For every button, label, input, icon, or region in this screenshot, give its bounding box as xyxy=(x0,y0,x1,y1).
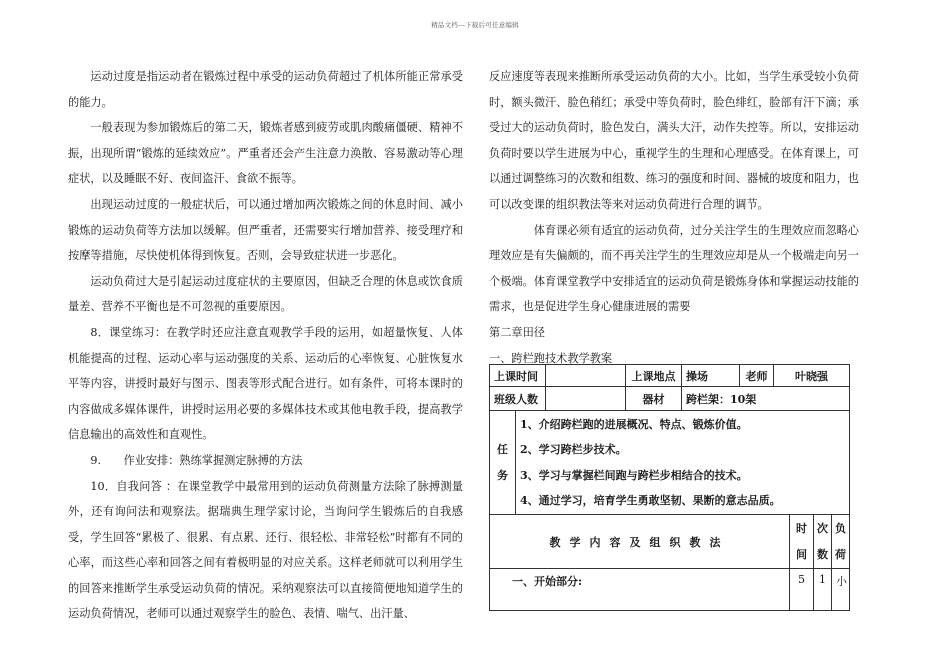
place-label: 上课地点 xyxy=(626,365,682,387)
count-column-header xyxy=(814,515,832,569)
teacher-value: 叶晓强 xyxy=(774,365,850,387)
section-title: 一、跨栏跑技术教学教案 xyxy=(489,351,613,365)
task-item: 1、介绍跨栏跑的进展概况、特点、锻炼价值。 xyxy=(520,417,748,431)
header-char: 负 xyxy=(835,521,846,535)
place-value: 操场 xyxy=(682,365,740,387)
task-label-char: 务 xyxy=(497,468,508,482)
paragraph: 体育课必须有适宜的运动负荷，过分关注学生的生理效应而忽略心理效应是有失偏颇的，而不再关注学生的生理效应却是从一个极端走向另一个极端。体育课堂教学中安排适宜的运动负荷是锻炼身体和掌握运动技能的需求，也是促进学生身心健康进展的需要 xyxy=(489,223,859,314)
task-item: 2、学习跨栏步技术。 xyxy=(520,443,627,456)
lesson-plan-table xyxy=(489,364,850,611)
paragraph: 一般表现为参加锻炼后的第二天，锻炼者感到疲劳或肌肉酸痛僵硬、精神不振，出现所谓“锻炼的延续效应”。严重者还会产生注意力涣散、容易激动等心理症状，以及睡眠不好、夜间盗汗、食欲不振等。 xyxy=(68,121,463,186)
paragraph: 8．课堂练习：在教学时还应注意直观教学手段的运用，如超量恢复、人体机能提高的过程、运动心率与运动强度的关系、运动后的心率恢复、心脏恢复水平等内容，讲授时最好与图示、图表等形式配合进行。如有条件，可将本课时的内容做成多媒体课件，讲授时运用必要的多媒体技术或其他电教手段，提高教学信息输出的高效性和直观性。 xyxy=(68,325,463,442)
task-item: 4、通过学习，培育学生勇敢坚韧、果断的意志品质。 xyxy=(520,494,781,507)
part1-load: 小 xyxy=(832,569,850,611)
header-char: 荷 xyxy=(835,547,846,561)
header-char: 次 xyxy=(817,521,828,535)
task-label xyxy=(490,411,516,515)
header-char: 时 xyxy=(796,521,807,535)
paragraph: 运动负荷过大是引起运动过度症状的主要原因，但缺乏合理的休息或饮食质量差、营养不平衡也是不可忽视的重要原因。 xyxy=(68,274,463,314)
header-char: 间 xyxy=(796,547,807,561)
task-list xyxy=(516,411,850,515)
part1-time: 5 xyxy=(790,569,814,611)
header-char: 数 xyxy=(817,547,828,561)
paragraph: 出现运动过度的一般症状后，可以通过增加两次锻炼之间的休息时间、减小锻炼的运动负荷等方法加以缓解。但严重者，还需要实行增加营养、接受理疗和按摩等措施，尽快使机体得到恢复。否则，会导致症状进一步恶化。 xyxy=(68,197,463,263)
task-label-char: 任 xyxy=(497,442,508,456)
time-label: 上课时间 xyxy=(490,365,546,387)
paragraph: 10．自我问答 ：在课堂教学中最常用到的运动负荷测量方法除了脉搏测量外，还有询问法和观察法。据瑞典生理学家讨论，当询问学生锻炼后的自我感受，学生回答“累极了、很累、有点累、还行、很轻松、非常轻松”时都有不同的心率，而这些心率和回答之间有着极明显的对应关系。这样老师就可以利用学生的回答来推断学生承受运动负荷的情况。采纳观察法可以直接简便地知道学生的运动负荷情况，老师可以通过观察学生的脸色、表情、喘气、出汗量、 xyxy=(68,479,463,621)
teacher-label: 老师 xyxy=(740,365,774,387)
chapter-title: 第二章田径 xyxy=(489,325,545,339)
time-value xyxy=(546,365,626,387)
task-item: 3、学习与掌握栏间跑与跨栏步相结合的技术。 xyxy=(520,468,748,482)
page-header: 精品文档---下载后可任意编辑 xyxy=(431,21,519,29)
equipment-value: 跨栏架：10架 xyxy=(682,387,850,411)
class-size-value xyxy=(546,387,626,411)
paragraph: 运动过度是指运动者在锻炼过程中承受的运动负荷超过了机体所能正常承受的能力。 xyxy=(68,70,463,109)
right-column xyxy=(489,64,859,371)
time-column-header xyxy=(790,515,814,569)
paragraph: 反应速度等表现来推断所承受运动负荷的大小。比如，当学生承受较小负荷时，额头微汗、脸色稍红；承受中等负荷时，脸色绯红，脸部有汗下滴；承受过大的运动负荷时，脸色发白，满头大汗，动作失控等。所以，安排运动负荷时要以学生进展为中心，重视学生的生理和心理感受。在体育课上，可以通过调整练习的次数和组数、练习的强度和时间、器械的坡度和阻力，也可以改变课的组织教法等来对运动负荷进行合理的调节。 xyxy=(489,70,859,211)
left-column xyxy=(68,64,463,627)
paragraph: 9. 作业安排：熟练掌握测定脉搏的方法 xyxy=(90,453,303,467)
part1-count: 1 xyxy=(814,569,832,611)
class-size-label: 班级人数 xyxy=(490,387,546,411)
part1-label: 一、开始部分: xyxy=(490,569,790,611)
equipment-label: 器材 xyxy=(626,387,682,411)
methods-header: 教学内容及组织教法 xyxy=(490,515,790,569)
load-column-header xyxy=(832,515,850,569)
